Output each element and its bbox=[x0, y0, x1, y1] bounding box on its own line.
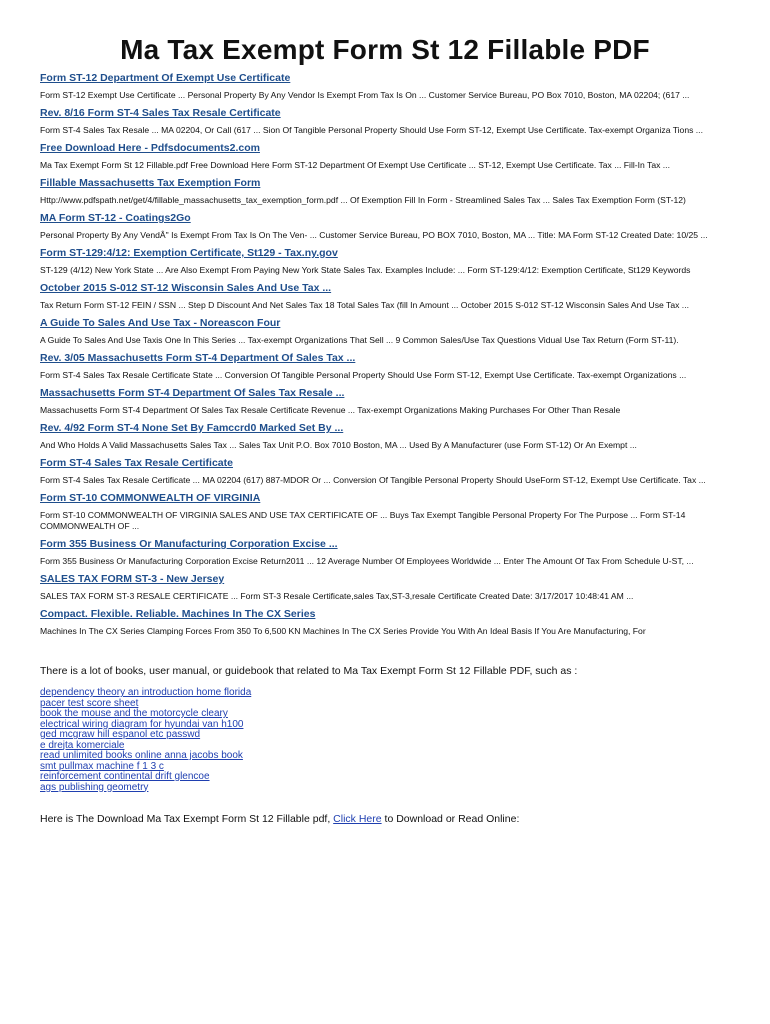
result-snippet: SALES TAX FORM ST-3 RESALE CERTIFICATE ... Form ST-3 Resale Certificate,sales Tax,ST-3,resale Certificate Created Date: 3/17/2017 10:48:41 AM ... bbox=[40, 591, 634, 601]
book-link[interactable]: ged mcgraw hill espanol etc passwd bbox=[40, 729, 201, 740]
result-snippet: Tax Return Form ST-12 FEIN / SSN ... Step D Discount And Net Sales Tax 18 Total Sales Tax (fill In Amount ... October 2015 S-012 ST-12 Wisconsin Sales And Use Tax ... bbox=[40, 300, 689, 310]
result-item bbox=[40, 352, 730, 381]
page-title: Ma Tax Exempt Form St 12 Fillable PDF bbox=[120, 34, 650, 65]
book-link[interactable]: electrical wiring diagram for hyundai van h100 bbox=[40, 718, 244, 730]
result-snippet: A Guide To Sales And Use Taxis One In This Series ... Tax-exempt Organizations That Sell ... 9 Common Sales/Use Tax Questions Vidual Use Tax Return (Form ST-11). bbox=[40, 335, 679, 345]
result-item bbox=[40, 492, 730, 532]
result-item bbox=[40, 538, 730, 567]
result-title-link[interactable]: Rev. 8/16 Form ST-4 Sales Tax Resale Certificate bbox=[40, 107, 281, 119]
result-snippet: Form ST-4 Sales Tax Resale ... MA 02204, Or Call (617 ... Sion Of Tangible Personal Property Should Use Form ST-12, Exempt Use Certificate. Tax-exempt Organiza Tions ... bbox=[40, 125, 703, 135]
book-link[interactable]: read unlimited books online anna jacobs book bbox=[40, 750, 243, 761]
result-snippet: Form ST-10 COMMONWEALTH OF VIRGINIA SALES AND USE TAX CERTIFICATE OF ... Buys Tax Exempt Tangible Personal Property For The Purpose ... Form ST-14 COMMONWEALTH OF ... bbox=[40, 510, 686, 531]
intro-text: There is a lot of books, user manual, or guidebook that related to Ma Tax Exempt Form St 12 Fillable PDF, such as : bbox=[40, 665, 578, 677]
result-item bbox=[40, 387, 730, 416]
result-snippet: ST-129 (4/12) New York State ... Are Also Exempt From Paying New York State Sales Tax. Examples Include: ... Form ST-129:4/12: Exemption Certificate, St129 Keywords bbox=[40, 265, 691, 275]
result-item bbox=[40, 317, 730, 346]
result-snippet: Form ST-4 Sales Tax Resale Certificate ... MA 02204 (617) 887-MDOR Or ... Conversion Of Tangible Personal Property Should UseForm ST-12, Exempt Use Certificate. Tax ... bbox=[40, 475, 706, 485]
result-title-link[interactable]: Rev. 3/05 Massachusetts Form ST-4 Department Of Sales Tax ... bbox=[40, 352, 356, 364]
result-snippet: Personal Property By Any VendÂ" Is Exempt From Tax Is On The Ven- ... Customer Service Bureau, PO BOX 7010, Boston, MA ... Title: MA Form ST-12 Created Date: 10/25 ... bbox=[40, 230, 708, 240]
result-item bbox=[40, 422, 730, 451]
result-item bbox=[40, 457, 730, 486]
result-item bbox=[40, 72, 730, 101]
result-snippet: And Who Holds A Valid Massachusetts Sales Tax ... Sales Tax Unit P.O. Box 7010 Boston, MA ... Used By A Manufacturer (use Form ST-12) Or An Exempt ... bbox=[40, 440, 637, 450]
result-snippet: Form ST-12 Exempt Use Certificate ... Personal Property By Any Vendor Is Exempt From Tax Is On ... Customer Service Bureau, PO Box 7010, Boston, MA 02204; (617 ... bbox=[40, 90, 690, 100]
result-item bbox=[40, 247, 730, 276]
download-suffix: to Download or Read Online: bbox=[384, 813, 520, 825]
book-link[interactable]: book the mouse and the motorcycle cleary bbox=[40, 708, 228, 719]
download-prefix: Here is The Download Ma Tax Exempt Form St 12 Fillable pdf, bbox=[40, 813, 331, 825]
result-title-link[interactable]: Form ST-4 Sales Tax Resale Certificate bbox=[40, 457, 233, 469]
result-title-link[interactable]: October 2015 S-012 ST-12 Wisconsin Sales And Use Tax ... bbox=[40, 282, 332, 294]
result-item bbox=[40, 608, 730, 637]
result-title-link[interactable]: Form ST-12 Department Of Exempt Use Certificate bbox=[40, 72, 291, 84]
result-title-link[interactable]: Form ST-10 COMMONWEALTH OF VIRGINIA bbox=[40, 492, 261, 504]
result-item bbox=[40, 177, 730, 206]
book-link[interactable]: reinforcement continental drift glencoe bbox=[40, 771, 210, 782]
result-snippet: Form 355 Business Or Manufacturing Corporation Excise Return2011 ... 12 Average Number Of Employees Worldwide ... Enter The Amount Of Tax From Schedule U-ST, ... bbox=[40, 556, 694, 566]
result-title-link[interactable]: Form 355 Business Or Manufacturing Corporation Excise ... bbox=[40, 538, 338, 550]
result-item bbox=[40, 212, 730, 241]
book-link[interactable]: ags publishing geometry bbox=[40, 781, 149, 793]
result-snippet: Ma Tax Exempt Form St 12 Fillable.pdf Free Download Here Form ST-12 Department Of Exempt Use Certificate ... ST-12, Exempt Use Certificate. Tax ... Fill-In Tax ... bbox=[40, 160, 670, 170]
result-title-link[interactable]: SALES TAX FORM ST-3 - New Jersey bbox=[40, 573, 225, 585]
download-line bbox=[40, 813, 730, 826]
book-list bbox=[40, 688, 730, 793]
result-snippet: Http://www.pdfspath.net/get/4/fillable_massachusetts_tax_exemption_form.pdf ... Of Exemption Fill In Form - Streamlined Sales Tax ... Sales Tax Exemption Form (ST-12) bbox=[40, 195, 686, 205]
result-item bbox=[40, 573, 730, 602]
book-link[interactable]: e drejta komerciale bbox=[40, 739, 125, 751]
result-snippet: Machines In The CX Series Clamping Forces From 350 To 6,500 KN Machines In The CX Series Provide You With An Ideal Basis If You Are Manufacturing, For bbox=[40, 626, 646, 636]
click-here-link[interactable]: Click Here bbox=[333, 813, 382, 825]
result-snippet: Form ST-4 Sales Tax Resale Certificate State ... Conversion Of Tangible Personal Property Should Use Form ST-12, Exempt Use Certificate. Tax-exempt Organizations ... bbox=[40, 370, 687, 380]
result-title-link[interactable]: Massachusetts Form ST-4 Department Of Sales Tax Resale ... bbox=[40, 387, 345, 399]
search-results bbox=[40, 72, 730, 637]
result-title-link[interactable]: A Guide To Sales And Use Tax - Noreascon Four bbox=[40, 317, 281, 329]
result-title-link[interactable]: Fillable Massachusetts Tax Exemption Form bbox=[40, 177, 261, 189]
result-item bbox=[40, 107, 730, 136]
result-title-link[interactable]: MA Form ST-12 - Coatings2Go bbox=[40, 212, 191, 224]
book-link[interactable]: pacer test score sheet bbox=[40, 697, 139, 709]
book-link[interactable]: smt pullmax machine f 1 3 c bbox=[40, 760, 164, 772]
result-title-link[interactable]: Form ST-129:4/12: Exemption Certificate, St129 - Tax.ny.gov bbox=[40, 247, 338, 259]
result-title-link[interactable]: Rev. 4/92 Form ST-4 None Set By Famccrd0 Marked Set By ... bbox=[40, 422, 344, 434]
result-item bbox=[40, 142, 730, 171]
result-item bbox=[40, 282, 730, 311]
result-title-link[interactable]: Compact. Flexible. Reliable. Machines In The CX Series bbox=[40, 608, 316, 620]
result-snippet: Massachusetts Form ST-4 Department Of Sales Tax Resale Certificate Revenue ... Tax-exempt Organizations Making Purchases For Other Than Resale bbox=[40, 405, 621, 415]
book-link[interactable]: dependency theory an introduction home florida bbox=[40, 687, 252, 698]
result-title-link[interactable]: Free Download Here - Pdfsdocuments2.com bbox=[40, 142, 260, 154]
